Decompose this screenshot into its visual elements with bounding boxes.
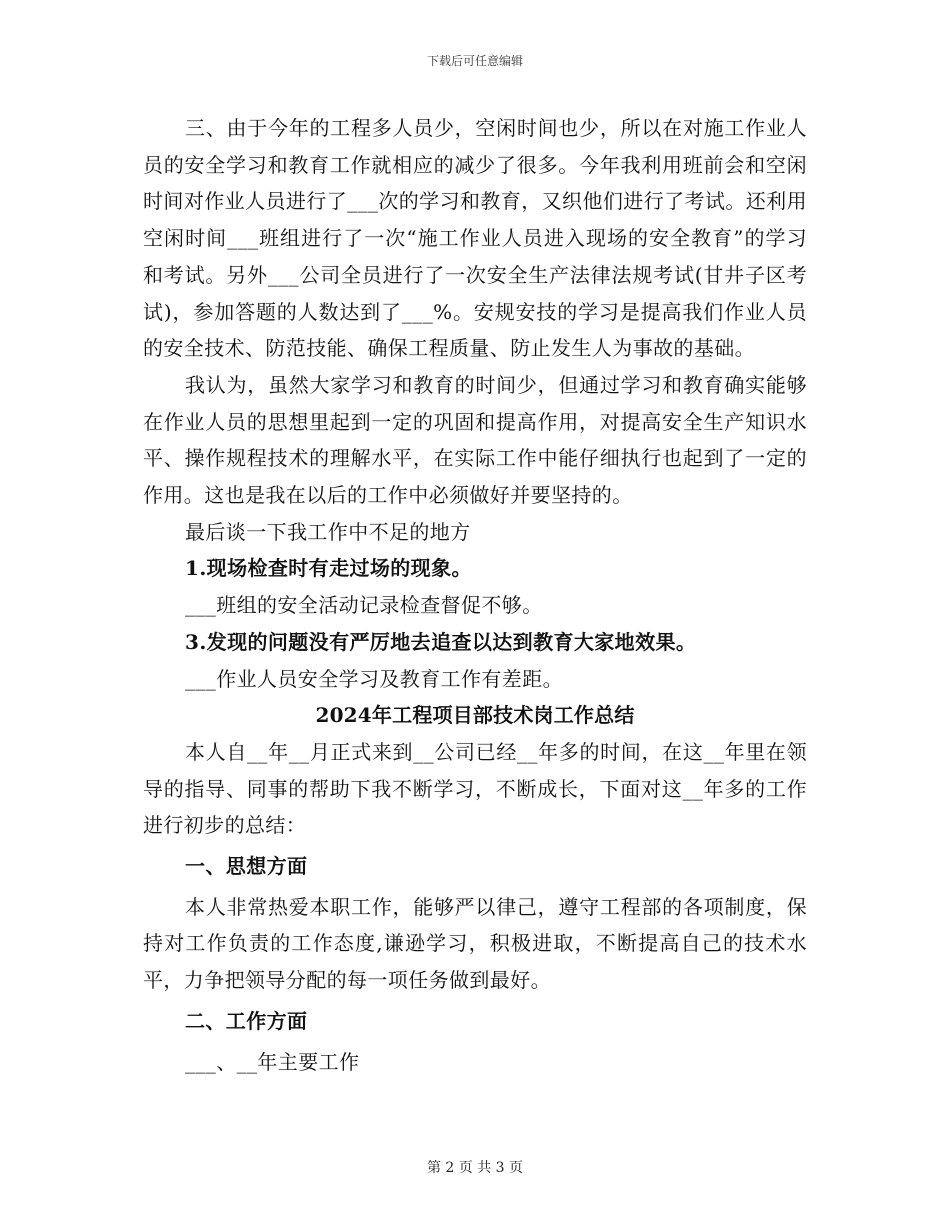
- paragraph-ideology: 本人非常热爱本职工作，能够严以律己，遵守工程部的各项制度，保持对工作负责的工作态度,谦逊学习，积极进取，不断提高自己的技术水平，力争把领导分配的每一项任务做到最好。: [143, 894, 807, 993]
- shortcoming-item-3: 3.发现的问题没有严厉地去追查以达到教育大家地效果。: [185, 629, 697, 654]
- paragraph-shortcomings-intro: 最后谈一下我工作中不足的地方: [185, 519, 471, 544]
- page-header: 下载后可任意编辑: [426, 54, 523, 68]
- subsection-heading-main-work: ___、__年主要工作: [185, 1049, 360, 1074]
- page-footer: 第 2 页 共 3 页: [426, 1160, 524, 1176]
- document-title: 2024年工程项目部技术岗工作总结: [315, 703, 635, 728]
- section-heading-work: 二、工作方面: [185, 1008, 308, 1033]
- paragraph-intro: 本人自__年__月正式来到__公司已经__年多的时间，在这__年里在领导的指导、同事的帮助下我不断学习，不断成长，下面对这__年多的工作进行初步的总结：: [143, 739, 807, 838]
- paragraph-reflection: 我认为，虽然大家学习和教育的时间少，但通过学习和教育确实能够在作业人员的思想里起到一定的巩固和提高作用，对提高安全生产知识水平、操作规程技术的理解水平，在实际工作中能仔细执行也起到了一定的作用。这也是我在以后的工作中必须做好并要坚持的。: [143, 372, 807, 508]
- paragraph-safety-education: 三、由于今年的工程多人员少，空闲时间也少，所以在对施工作业人员的安全学习和教育工作就相应的减少了很多。今年我利用班前会和空闲时间对作业人员进行了___次的学习和教育，又织他们进行了考试。还利用空闲时间___班组进行了一次“施工作业人员进入现场的安全教育”的学习和考试。另外___公司全员进行了一次安全生产法律法规考试(甘井子区考试)，参加答题的人数达到了___%。安规安技的学习是提高我们作业人员的安全技术、防范技能、确保工程质量、防止发生人为事故的基础。: [143, 116, 807, 361]
- document-body: [143, 110, 807, 1080]
- shortcoming-item-2: ___班组的安全活动记录检查督促不够。: [185, 593, 543, 618]
- section-heading-ideology: 一、思想方面: [185, 854, 308, 879]
- shortcoming-item-1: 1.现场检查时有走过场的现象。: [185, 556, 472, 581]
- shortcoming-item-4: ___作业人员安全学习及教育工作有差距。: [185, 666, 563, 691]
